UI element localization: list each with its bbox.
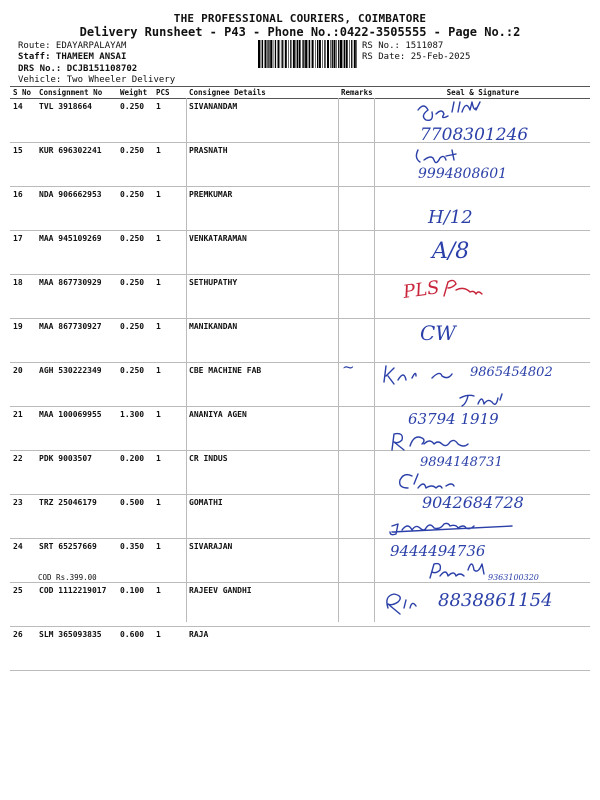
barcode-bar — [330, 40, 331, 68]
signature-cell — [376, 187, 590, 231]
barcode-bar — [356, 40, 357, 68]
remarks-cell — [338, 99, 376, 143]
remarks-cell — [338, 275, 376, 319]
signature-cell — [376, 275, 590, 319]
barcode-bar — [319, 40, 321, 68]
staff-label: Staff: THAMEEM ANSAI — [18, 52, 127, 62]
consignee-name: SIVANANDAM — [186, 99, 338, 143]
barcode-bar — [261, 40, 262, 68]
barcode-bar — [327, 40, 329, 68]
barcode-bar — [296, 40, 297, 68]
barcode-bar — [351, 40, 352, 68]
pcs-value: 1 — [153, 319, 186, 363]
consignee-name: CBE MACHINE FAB — [186, 363, 338, 407]
consignment-number: TVL 3918664 — [36, 99, 117, 143]
drs-label: DRS No.: DCJB151108702 — [18, 64, 138, 74]
pcs-value: 1 — [153, 407, 186, 451]
weight-value: 0.500 — [117, 495, 153, 539]
barcode-bar — [349, 40, 350, 68]
col-signature: Seal & Signature — [376, 87, 590, 99]
signature-cell — [376, 363, 590, 407]
consignee-name: PRASNATH — [186, 143, 338, 187]
remarks-cell — [338, 539, 376, 583]
consignee-name: RAJEEV GANDHI — [186, 583, 338, 627]
table-row — [10, 451, 590, 495]
barcode-bar — [334, 40, 336, 68]
barcode-bar — [268, 40, 269, 68]
weight-value: 0.250 — [117, 143, 153, 187]
table-row — [10, 187, 590, 231]
handwritten-note: PLS — [401, 277, 441, 303]
barcode-bar — [346, 40, 348, 68]
table-row — [10, 363, 590, 407]
route-label: Route: EDAYARPALAYAM — [18, 41, 127, 51]
barcode-bar — [297, 40, 298, 68]
column-divider — [374, 98, 375, 622]
signature-cell — [376, 451, 590, 495]
consignment-number: MAA 867730929 — [36, 275, 117, 319]
col-sno: S No — [10, 87, 36, 99]
remarks-cell — [338, 495, 376, 539]
barcode-bar — [282, 40, 283, 68]
weight-value: 0.250 — [117, 99, 153, 143]
pcs-value: 1 — [153, 275, 186, 319]
phone-number-handwritten: 9994808601 — [418, 166, 508, 182]
signature-cell — [376, 583, 590, 627]
barcode-bar — [322, 40, 323, 68]
vehicle-label: Vehicle: Two Wheeler Delivery — [18, 75, 176, 85]
barcode-bar — [265, 40, 267, 68]
barcode-bar — [317, 40, 318, 68]
pcs-value: 1 — [153, 495, 186, 539]
rs-number: RS No.: 1511087 — [362, 41, 444, 51]
signature-cell — [376, 319, 590, 363]
phone-number-handwritten: 9363100320 — [488, 573, 539, 582]
row-sno: 16 — [10, 187, 36, 231]
remarks-cell — [338, 627, 376, 671]
pcs-value: 1 — [153, 187, 186, 231]
barcode-bar — [336, 40, 337, 68]
consignment-number: SRT 65257669 — [36, 539, 117, 583]
consignee-name: SIVARAJAN — [186, 539, 338, 583]
phone-number-handwritten: 63794 1919 — [408, 410, 499, 428]
barcode-bar — [299, 40, 301, 68]
consignee-name: VENKATARAMAN — [186, 231, 338, 275]
handwritten-note: CW — [420, 321, 456, 345]
weight-value: 0.100 — [117, 583, 153, 627]
weight-value: 0.200 — [117, 451, 153, 495]
table-row — [10, 407, 590, 451]
table-row — [10, 627, 590, 671]
cod-amount: COD Rs.399.00 — [38, 573, 97, 582]
row-sno: 19 — [10, 319, 36, 363]
signature-cell — [376, 143, 590, 187]
table-row — [10, 231, 590, 275]
pcs-value: 1 — [153, 363, 186, 407]
consignee-name: GOMATHI — [186, 495, 338, 539]
consignee-name: RAJA — [186, 627, 338, 671]
col-pcs: PCS — [153, 87, 186, 99]
consignment-number: TRZ 25046179 — [36, 495, 117, 539]
barcode-bar — [262, 40, 263, 68]
barcode-bar — [303, 40, 304, 68]
row-sno: 21 — [10, 407, 36, 451]
barcode-bar — [270, 40, 272, 68]
pcs-value: 1 — [153, 99, 186, 143]
barcode-bar — [308, 40, 309, 68]
barcode-bar — [288, 40, 289, 68]
barcode-bar — [343, 40, 344, 68]
consignee-name: MANIKANDAN — [186, 319, 338, 363]
barcode-bar — [267, 40, 268, 68]
table-header-row — [10, 87, 590, 99]
table-row — [10, 99, 590, 143]
row-sno: 20 — [10, 363, 36, 407]
row-sno: 24 — [10, 539, 36, 583]
consignment-number: MAA 100069955 — [36, 407, 117, 451]
pcs-value: 1 — [153, 231, 186, 275]
pcs-value: 1 — [153, 143, 186, 187]
barcode-bar — [332, 40, 333, 68]
consignee-name: PREMKUMAR — [186, 187, 338, 231]
barcode-bar — [258, 40, 260, 68]
row-sno: 23 — [10, 495, 36, 539]
pcs-value: 1 — [153, 451, 186, 495]
remarks-cell — [338, 363, 376, 407]
phone-number-handwritten: 9894148731 — [420, 455, 503, 470]
row-sno: 14 — [10, 99, 36, 143]
weight-value: 0.600 — [117, 627, 153, 671]
weight-value: 0.350 — [117, 539, 153, 583]
consignment-number: NDA 906662953 — [36, 187, 117, 231]
barcode-bar — [354, 40, 356, 68]
company-title: THE PROFESSIONAL COURIERS, COIMBATORE — [173, 12, 427, 25]
weight-value: 0.250 — [117, 231, 153, 275]
table-row — [10, 143, 590, 187]
signature-cell — [376, 495, 590, 539]
signature-cell — [376, 407, 590, 451]
row-sno: 15 — [10, 143, 36, 187]
remarks-cell — [338, 143, 376, 187]
barcode-bar — [315, 40, 316, 68]
barcode-bar — [324, 40, 325, 68]
phone-number-handwritten: 7708301246 — [420, 125, 529, 145]
pcs-value: 1 — [153, 583, 186, 627]
col-remarks: Remarks — [338, 87, 376, 99]
consignment-number: PDK 9003507 — [36, 451, 117, 495]
remarks-cell — [338, 583, 376, 627]
signature-cell — [376, 231, 590, 275]
signature-cell — [376, 627, 590, 671]
barcode-bar — [340, 40, 342, 68]
table-row — [10, 319, 590, 363]
runsheet-table — [10, 86, 590, 671]
remarks-cell — [338, 187, 376, 231]
col-consignment: Consignment No — [36, 87, 117, 99]
row-sno: 26 — [10, 627, 36, 671]
remarks-cell — [338, 231, 376, 275]
barcode-bar — [273, 40, 274, 68]
remarks-cell — [338, 319, 376, 363]
pcs-value: 1 — [153, 539, 186, 583]
barcode-bar — [275, 40, 276, 68]
consignee-name: CR INDUS — [186, 451, 338, 495]
handwritten-note: H/12 — [428, 207, 473, 228]
consignment-number: SLM 365093835 — [36, 627, 117, 671]
col-consignee: Consignee Details — [186, 87, 338, 99]
consignment-number: COD 1112219017 — [36, 583, 117, 627]
phone-number-handwritten: 8838861154 — [438, 590, 553, 611]
barcode-bar — [290, 40, 291, 68]
table-row — [10, 539, 590, 583]
weight-value: 0.250 — [117, 187, 153, 231]
barcode — [258, 40, 358, 68]
remarks-cell — [338, 407, 376, 451]
column-divider — [186, 98, 187, 622]
consignee-name: ANANIYA AGEN — [186, 407, 338, 451]
barcode-bar — [344, 40, 345, 68]
barcode-bar — [305, 40, 307, 68]
table-row — [10, 583, 590, 627]
remark-mark: ~ — [342, 358, 355, 376]
col-weight: Weight — [117, 87, 153, 99]
consignment-number: MAA 867730927 — [36, 319, 117, 363]
phone-number-handwritten: 9444494736 — [390, 542, 486, 560]
row-sno: 25 — [10, 583, 36, 627]
signature-cell — [376, 99, 590, 143]
weight-value: 0.250 — [117, 319, 153, 363]
barcode-bar — [281, 40, 282, 68]
barcode-bar — [278, 40, 280, 68]
barcode-bar — [338, 40, 339, 68]
weight-value: 0.250 — [117, 363, 153, 407]
table-row — [10, 495, 590, 539]
rs-date: RS Date: 25-Feb-2025 — [362, 52, 471, 62]
weight-value: 1.300 — [117, 407, 153, 451]
row-sno: 22 — [10, 451, 36, 495]
phone-number-handwritten: 9865454802 — [470, 365, 553, 380]
handwritten-note: A/8 — [432, 239, 470, 264]
signature-cell — [376, 539, 590, 583]
pcs-value: 1 — [153, 627, 186, 671]
consignee-name: SETHUPATHY — [186, 275, 338, 319]
consignment-number: KUR 696302241 — [36, 143, 117, 187]
barcode-bar — [285, 40, 287, 68]
table-row — [10, 275, 590, 319]
weight-value: 0.250 — [117, 275, 153, 319]
barcode-bar — [302, 40, 303, 68]
phone-number-handwritten: 9042684728 — [422, 493, 524, 512]
barcode-bar — [309, 40, 310, 68]
barcode-bar — [312, 40, 314, 68]
remarks-cell — [338, 451, 376, 495]
runsheet-title: Delivery Runsheet - P43 - Phone No.:0422-3505555 - Page No.:2 — [79, 25, 521, 39]
barcode-bar — [293, 40, 295, 68]
row-sno: 17 — [10, 231, 36, 275]
column-divider — [338, 98, 339, 622]
consignment-number: AGH 530222349 — [36, 363, 117, 407]
consignment-number: MAA 945109269 — [36, 231, 117, 275]
row-sno: 18 — [10, 275, 36, 319]
